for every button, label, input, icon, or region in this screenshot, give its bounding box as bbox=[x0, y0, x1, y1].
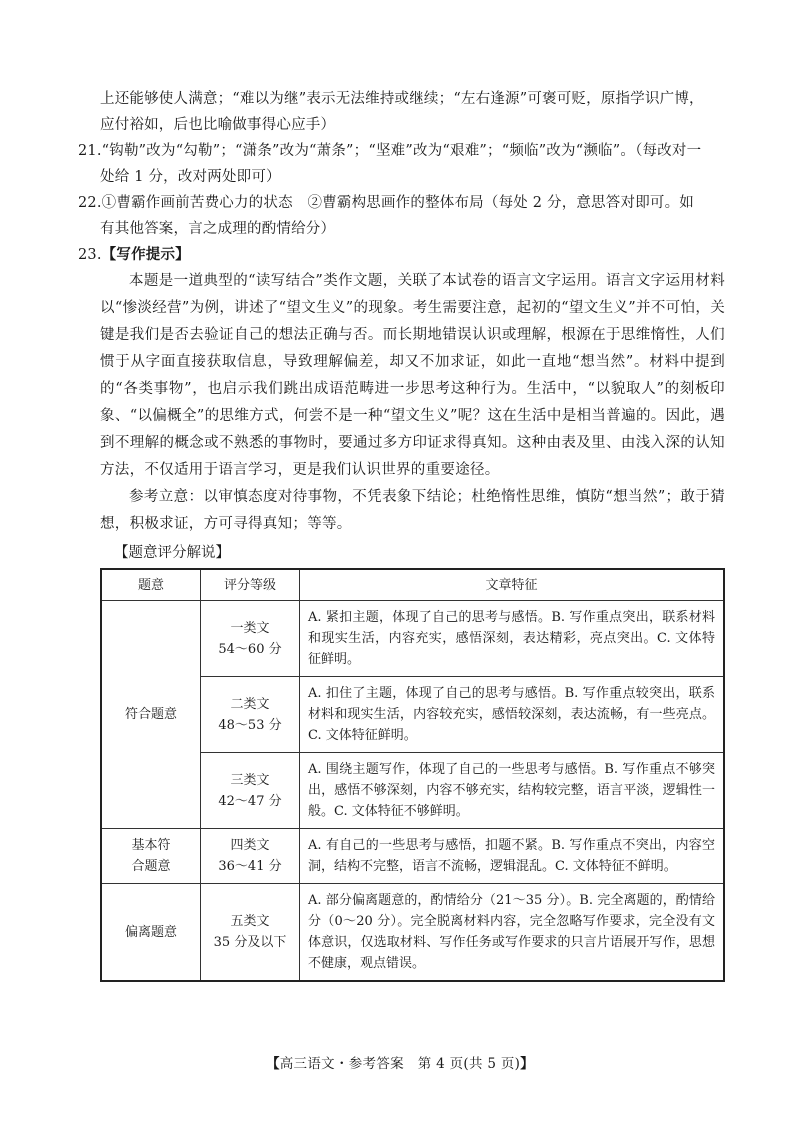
q22-number: 22. bbox=[78, 195, 102, 211]
table-row bbox=[101, 601, 724, 677]
grade-cell bbox=[201, 884, 300, 982]
header-grade: 评分等级 bbox=[201, 569, 300, 601]
group-label-mostly-on-topic bbox=[101, 829, 201, 884]
q21-number: 21. bbox=[78, 143, 102, 159]
q23-number: 23. bbox=[78, 247, 102, 263]
group-label-line: 基本符 bbox=[131, 838, 171, 853]
q23-heading-line bbox=[78, 242, 725, 268]
grade-level: 一类文 bbox=[230, 620, 270, 636]
grade-level: 二类文 bbox=[230, 696, 270, 712]
grade-score: 35 分及以下 bbox=[213, 935, 287, 950]
grade-level: 五类文 bbox=[230, 914, 270, 929]
grade-cell bbox=[201, 829, 300, 884]
header-topic: 题意 bbox=[101, 569, 201, 601]
reference-themes-paragraph: 参考立意：以审慎态度对待事物，不凭表象下结论；杜绝惰性思维，慎防“想当然”；敢于猜想，积极求证，方可寻得真知；等等。 bbox=[100, 489, 725, 532]
q22-line-1 bbox=[78, 190, 725, 216]
table-row bbox=[101, 884, 724, 982]
footer-text: 高三语文・参考答案 第 4 页(共 5 页) bbox=[279, 1056, 521, 1072]
writing-tips-paragraph: 本题是一道典型的“读写结合”类作文题，关联了本试卷的语言文字运用。语言文字运用材料以“惨淡经营”为例，讲述了“望文生义”的现象。考生需要注意，起初的“望文生义”并不可怕，关键是我们是否去验证自己的想法正确与否。而长期地错误认识或理解，根源在于思维惰性，人们惯于从字面直接获取信息，导致理解偏差，却又不加求证，如此一直地“想当然”。材料中提到的“各类事物”，也启示我们跳出成语范畴进一步思考这种行为。生活中，“以貌取人”的刻板印象、“以偏概全”的思维方式，何尝不是一种“望文生义”呢？这在生活中是相当普遍的。因此，遇到不理解的概念或不熟悉的事物时，要通过多方印证求得真知。这种由表及里、由浅入深的认知方法，不仅适用于语言学习，更是我们认识世界的重要途径。 bbox=[100, 273, 725, 478]
table-row bbox=[101, 829, 724, 884]
group-label-on-topic: 符合题意 bbox=[101, 601, 201, 829]
feature-cell: A. 扣住了主题，体现了自己的思考与感悟。B. 写作重点较突出，联系材料和现实生活，内容较充实，感悟较深刻，表达流畅，有一些亮点。C. 文体特征鲜明。 bbox=[300, 677, 725, 753]
scoring-rubric-table bbox=[100, 568, 725, 982]
writing-tips-heading: 【写作提示】 bbox=[101, 247, 190, 263]
footer-right-bracket: 】 bbox=[520, 1056, 535, 1072]
scoring-explanation-heading: 【题意评分解说】 bbox=[114, 545, 230, 561]
footer-left-bracket: 【 bbox=[265, 1056, 280, 1072]
feature-cell: A. 有自己的一些思考与感悟，扣题不紧。B. 写作重点不突出，内容空洞，结构不完整，语言不流畅，逻辑混乱。C. 文体特征不鲜明。 bbox=[300, 829, 725, 884]
grade-level: 三类文 bbox=[230, 772, 270, 788]
grade-score: 36～41 分 bbox=[218, 859, 282, 874]
group-label-off-topic: 偏离题意 bbox=[101, 884, 201, 982]
header-features: 文章特征 bbox=[300, 569, 725, 601]
grade-level: 四类文 bbox=[230, 838, 270, 853]
grade-cell bbox=[201, 753, 300, 829]
q21-line-2: 处给 1 分，改对两处即可） bbox=[100, 169, 281, 185]
group-label-line: 合题意 bbox=[131, 859, 171, 874]
intro-line-1: 上还能够使人满意；“难以为继”表示无法维持或继续；“左右逢源”可褒可贬，原指学识广博， bbox=[100, 91, 704, 107]
feature-cell: A. 围绕主题写作，体现了自己的一些思考与感悟。B. 写作重点不够突出，感悟不够深刻，内容不够充实，结构较完整，语言平淡，逻辑性一般。C. 文体特征不够鲜明。 bbox=[300, 753, 725, 829]
grade-score: 48～53 分 bbox=[218, 717, 282, 733]
table-header-row bbox=[101, 569, 724, 601]
feature-cell: A. 部分偏离题意的，酌情给分（21～35 分）。B. 完全离题的，酌情给分（0～20 分）。完全脱离材料内容，完全忽略写作要求，完全没有文体意识，仅选取材料、写作任务或写作要求的只言片语展开写作，思想不健康，观点错误。 bbox=[300, 884, 725, 982]
intro-line-2: 应付裕如，后也比喻做事得心应手） bbox=[100, 117, 336, 133]
grade-score: 42～47 分 bbox=[218, 793, 282, 809]
grade-score: 54～60 分 bbox=[218, 641, 282, 657]
q22-text-1: ①曹霸作画前苦费心力的状态 ②曹霸构思画作的整体布局（每处 2 分，意思答对即可。如 bbox=[101, 195, 695, 211]
grade-cell bbox=[201, 601, 300, 677]
q22-line-2: 有其他答案，言之成理的酌情给分） bbox=[100, 221, 336, 237]
grade-cell bbox=[201, 677, 300, 753]
feature-cell: A. 紧扣主题，体现了自己的思考与感悟。B. 写作重点突出，联系材料和现实生活，内容充实，感悟深刻，表达精彩，亮点突出。C. 文体特征鲜明。 bbox=[300, 601, 725, 677]
q21-line-1 bbox=[78, 138, 725, 164]
q21-text-1: “钩勒”改为“勾勒”；“潇条”改为“萧条”；“坚难”改为“艰难”；“频临”改为“濒临”。（每改对一 bbox=[101, 143, 702, 159]
answer-page bbox=[78, 86, 725, 971]
page-footer bbox=[0, 1052, 800, 1072]
